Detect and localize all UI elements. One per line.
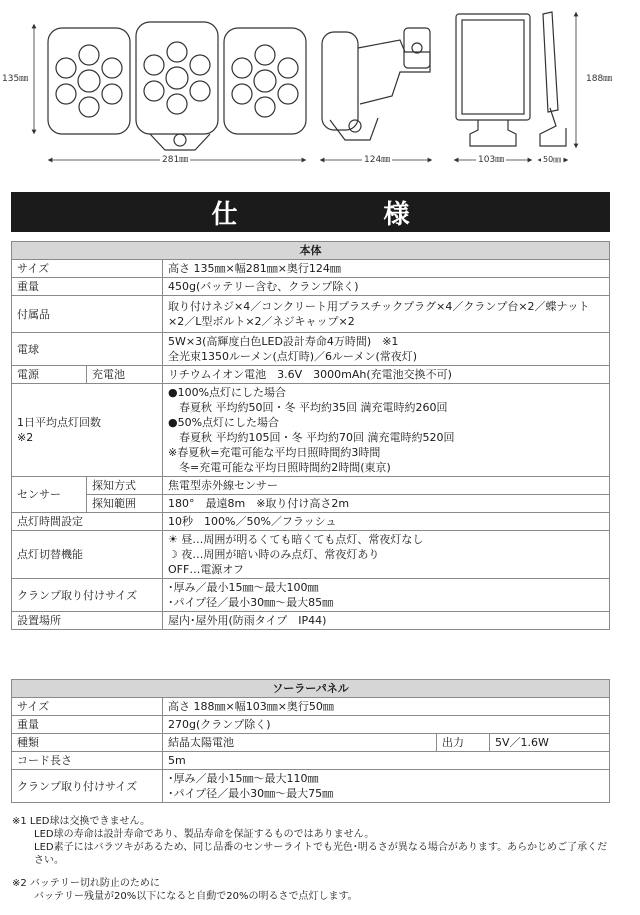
table-row — [12, 333, 610, 366]
row-sublabel-battery: 充電池 — [87, 366, 163, 384]
table-row — [12, 531, 610, 579]
note-1-line-1: LED球の寿命は設計寿命であり、製品寿命を保証するものではありません。 — [34, 829, 375, 840]
table-row — [12, 513, 610, 531]
spec-title: 仕 様 — [211, 199, 470, 230]
table-row — [12, 716, 610, 734]
moon-icon: ☽ — [168, 548, 178, 561]
table-section-row — [12, 242, 610, 260]
row-label-size: サイズ — [12, 260, 163, 278]
table-row — [12, 698, 610, 716]
table-row — [12, 770, 610, 803]
row-label-power: 電源 — [12, 366, 87, 384]
panel-row-value-cord: 5m — [163, 752, 610, 770]
sun-icon: ☀ — [168, 533, 178, 546]
row-value-power: リチウムイオン電池 3.6V 3000mAh(充電池交換不可) — [163, 366, 610, 384]
table-row — [12, 477, 610, 495]
panel-row-value-size: 高さ 188㎜×幅103㎜×奥行50㎜ — [163, 698, 610, 716]
switch-mode-off: OFF…電源オフ — [168, 563, 244, 576]
row-sublabel-detect-range: 探知範囲 — [87, 495, 163, 513]
table-row — [12, 579, 610, 612]
row-value-detect-range: 180° 最遠8m ※取り付け高さ2m — [163, 495, 610, 513]
row-sublabel-detect-method: 探知方式 — [87, 477, 163, 495]
panel-row-value-output: 5V／1.6W — [489, 734, 609, 752]
note-2-head: ※2 バッテリー切れ防止のために — [12, 878, 160, 889]
section-header-body: 本体 — [12, 242, 610, 260]
row-value-clamp: ･厚み／最小15㎜～最大100㎜ ･パイプ径／最小30㎜～最大85㎜ — [163, 579, 610, 612]
panel-row-label-output: 出力 — [436, 734, 489, 752]
row-value-accessories: 取り付けネジ×4／コンクリート用プラスチックプラグ×4／クランプ台×2／蝶ナット×2／L型ボルト×2／ネジキャップ×2 — [163, 296, 610, 333]
table-row — [12, 495, 610, 513]
table-section-row — [12, 680, 610, 698]
panel-row-label-clamp: クランプ取り付けサイズ — [12, 770, 163, 803]
switch-mode-night: ☽ 夜…周囲が暗い時のみ点灯、常夜灯あり — [168, 548, 380, 561]
section-header-panel: ソーラーパネル — [12, 680, 610, 698]
footnotes — [12, 815, 612, 903]
panel-row-value-clamp: ･厚み／最小15㎜～最大110㎜ ･パイプ径／最小30㎜～最大75㎜ — [163, 770, 610, 803]
dim-width-panel: 103㎜ — [478, 155, 505, 165]
dim-height-panel: 188㎜ — [586, 74, 613, 84]
row-label-switch-mode: 点灯切替機能 — [12, 531, 163, 579]
row-label-sensor: センサー — [12, 477, 87, 513]
row-label-location: 設置場所 — [12, 612, 163, 630]
row-value-size: 高さ 135㎜×幅281㎜×奥行124㎜ — [163, 260, 610, 278]
panel-row-label-size: サイズ — [12, 698, 163, 716]
table-row — [12, 296, 610, 333]
row-value-detect-method: 焦電型赤外線センサー — [163, 477, 610, 495]
panel-row-label-cord: コード長さ — [12, 752, 163, 770]
panel-row-label-weight: 重量 — [12, 716, 163, 734]
table-row — [12, 384, 610, 477]
note-1-line-2: LED素子にはバラツキがあるため、同じ品番のセンサーライトでも光色･明るさが異なる場合があります。あらかじめご了承ください。 — [34, 842, 608, 866]
dim-depth-panel: 50㎜ — [543, 155, 562, 164]
row-label-bulb: 電球 — [12, 333, 163, 366]
dim-height-front: 135㎜ — [2, 74, 29, 84]
row-value-switch-mode — [163, 531, 610, 579]
table-row — [12, 278, 610, 296]
row-label-accessories: 付属品 — [12, 296, 163, 333]
panel-row-label-type: 種類 — [12, 734, 163, 752]
table-row — [12, 734, 610, 752]
body-spec-table — [11, 241, 610, 630]
row-value-bulb: 5W×3(高輝度白色LED設計寿命4万時間) ※1 全光束1350ルーメン(点灯時)／6ルーメン(常夜灯) — [163, 333, 610, 366]
table-row — [12, 752, 610, 770]
panel-row-value-type: 結晶太陽電池 — [163, 734, 437, 752]
table-row — [12, 260, 610, 278]
note-2-line-1: バッテリー残量が20%以下になると自動で20%の明るさで点灯します。 — [34, 891, 358, 902]
row-label-lighting-time: 点灯時間設定 — [12, 513, 163, 531]
switch-mode-day: ☀ 昼…周囲が明るくても暗くても点灯、常夜灯なし — [168, 533, 424, 546]
table-row — [12, 366, 610, 384]
row-label-clamp: クランプ取り付けサイズ — [12, 579, 163, 612]
table-row — [12, 612, 610, 630]
row-value-location: 屋内･屋外用(防雨タイプ IP44) — [163, 612, 610, 630]
row-label-weight: 重量 — [12, 278, 163, 296]
row-label-daily-count: 1日平均点灯回数 ※2 — [12, 384, 163, 477]
row-value-daily-count: ●100%点灯にした場合 春夏秋 平均約50回・冬 平均約35回 満充電時約260回 ●50%点灯にした場合 春夏秋 平均約105回・冬 平均約70回 満充電時約520回 ※春夏秋=充電可能な平均日照時間約3時間 冬=充電可能な平均日照時間約2時間(東京) — [163, 384, 610, 477]
dim-depth-side: 124㎜ — [364, 155, 391, 165]
panel-row-value-weight: 270g(クランプ除く) — [163, 716, 610, 734]
panel-spec-table — [11, 679, 610, 803]
row-value-lighting-time: 10秒 100%／50%／フラッシュ — [163, 513, 610, 531]
spec-title-band — [11, 192, 610, 232]
note-1-head: ※1 LED球は交換できません。 — [12, 816, 151, 827]
dim-width-front: 281㎜ — [162, 155, 189, 165]
product-drawings — [0, 0, 640, 182]
row-value-weight: 450g(バッテリー含む、クランプ除く) — [163, 278, 610, 296]
